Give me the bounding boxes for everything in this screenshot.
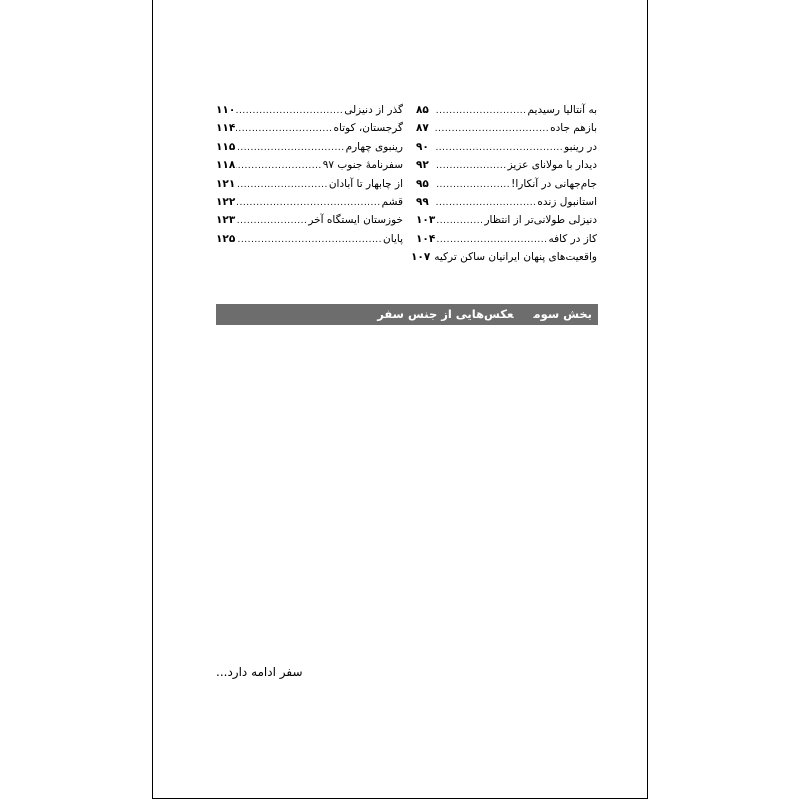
toc-entry-title: دنیزلی طولانی‌تر از انتظار [484,214,597,227]
leader-dots [236,139,344,157]
leader-dots [236,176,328,194]
leader-dots [236,157,322,175]
section-title: عکس‌هایی از جنس سفر [377,307,514,321]
toc-entry-page: ۱۲۱ [216,177,236,190]
toc-entry [216,101,403,119]
toc-column-left [216,101,403,248]
toc-entry-page: ۱۰۳ [416,214,436,227]
toc-entry-title: کاز در کافه [548,232,597,245]
toc-entry-page: ۱۰۴ [416,232,436,245]
toc-entry [416,193,597,211]
toc-entry-page: ۹۲ [416,159,429,172]
leader-dots [236,102,343,120]
leader-dots [236,120,332,138]
leader-dots [436,231,547,249]
toc-entry-title: پایان [383,232,403,245]
leader-dots [435,194,536,212]
toc-entry-title: به آنتالیا رسیدیم [527,104,597,116]
toc-entry-title: دیدار با مولانای عزیز [507,159,597,172]
toc-entry-page: ۱۱۴ [216,122,236,135]
leader-dots [435,157,507,175]
toc-entry-page: ۹۵ [416,177,429,190]
leader-dots [236,194,380,212]
toc-entry-title: خوزستان ایستگاه آخر [308,214,403,227]
closing-text: سفر ادامه دارد... [216,665,303,679]
toc-column-right [411,101,597,267]
leader-dots [435,139,563,157]
toc-entry-title: استانبول زنده [537,195,597,208]
toc-entry [416,230,597,248]
leader-dots [435,120,549,138]
toc-entry [416,101,597,119]
toc-entry-page: ۸۷ [416,122,429,135]
toc-entry-title: واقعیت‌های پنهان ایرانیان ساکن ترکیه [434,251,597,264]
toc-entry [416,138,597,156]
leader-dots [236,212,307,230]
toc-entry-page: ۱۲۵ [216,232,236,245]
toc-entry-title: سفرنامهٔ جنوب ۹۷ [322,159,403,172]
toc-entry-page: ۱۲۳ [216,214,236,227]
toc-entry [216,119,403,137]
toc-entry-title: گذر از دنیزلی [344,104,403,116]
toc-entry [216,230,403,248]
leader-dots [435,102,527,120]
toc-entry-title: بازهم جاده [550,122,597,135]
section-part-label: بخش سوم [533,307,592,321]
toc-entry [416,156,597,174]
toc-entry [416,175,597,193]
toc-entry-title: از چابهار تا آبادان [328,177,403,190]
toc-entry [416,119,597,137]
toc-entry-title: گرجستان، کوتاه [333,122,403,135]
toc-entry-page: ۱۲۲ [216,195,236,208]
toc-entry-title: قشم [381,195,403,208]
toc-entry [416,211,597,229]
toc-entry [216,211,403,229]
toc-entry [411,248,597,266]
toc-entry-title: جام‌جهانی در آنکارا! [511,177,597,190]
toc-entry [216,193,403,211]
toc-entry-page: ۹۰ [416,140,429,153]
toc-entry-title: در رینبو [564,140,597,153]
leader-dots [435,176,510,194]
toc-entry-title: رینبوی چهارم [345,140,403,153]
toc-entry-page: ۱۰۷ [411,251,431,264]
toc-entry-page: ۱۱۰ [216,104,236,116]
toc-entry [216,156,403,174]
toc-entry-page: ۹۹ [416,195,429,208]
leader-dots [236,231,382,249]
toc-entry-page: ۱۱۸ [216,159,236,172]
section-header-bar [216,304,598,325]
toc-entry [216,138,403,156]
toc-entry-page: ۸۵ [416,104,429,116]
toc-entry [216,175,403,193]
leader-dots [436,212,483,230]
toc-entry-page: ۱۱۵ [216,140,236,153]
